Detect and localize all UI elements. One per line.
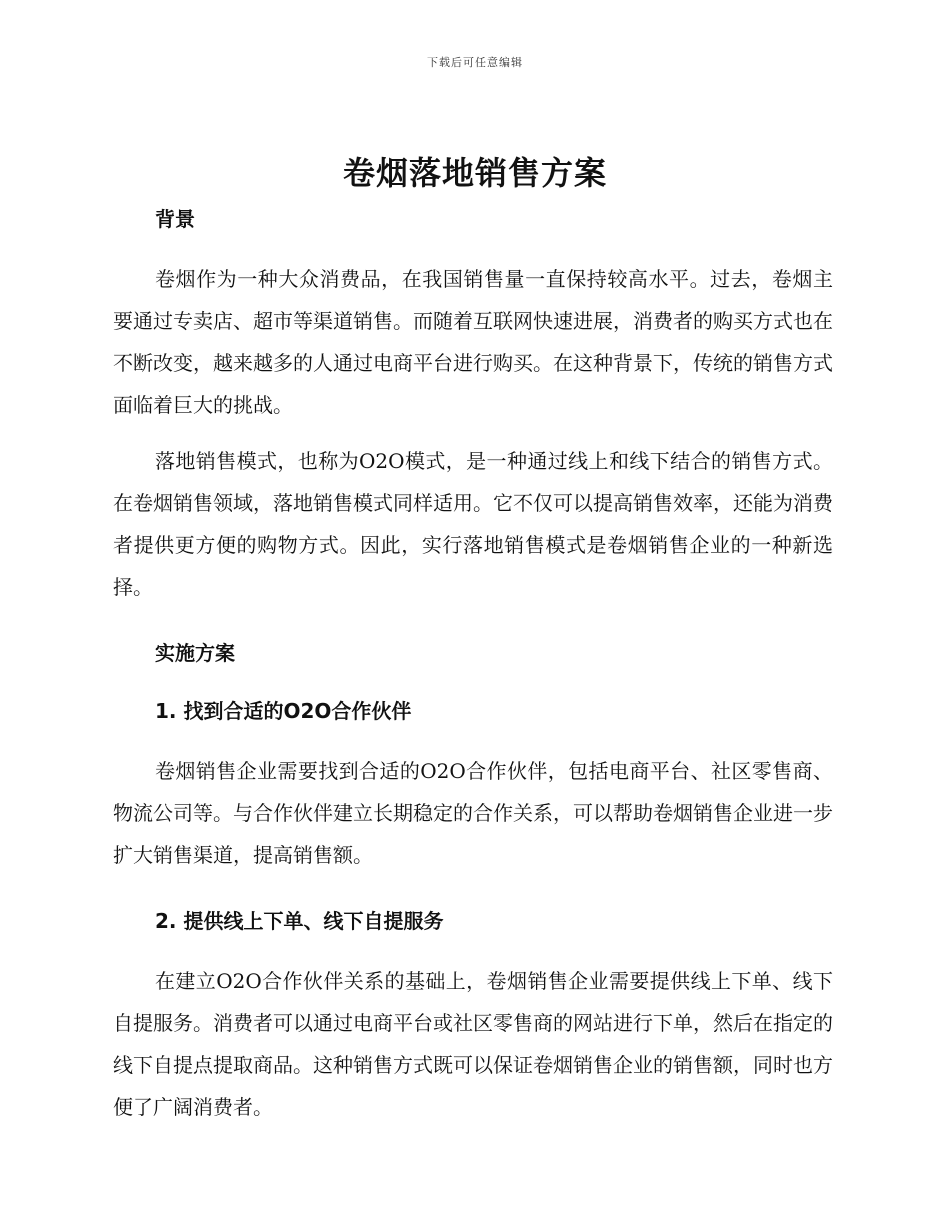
document-body <box>113 203 833 1128</box>
step-2-heading: 2. 提供线上下单、线下自提服务 <box>155 909 444 933</box>
section-heading-plan: 实施方案 <box>155 641 235 665</box>
paragraph-background-1: 卷烟作为一种大众消费品，在我国销售量一直保持较高水平。过去，卷烟主要通过专卖店、超市等渠道销售。而随着互联网快速进展，消费者的购买方式也在不断改变，越来越多的人通过电商平台进行购买。在这种背景下，传统的销售方式面临着巨大的挑战。 <box>113 267 833 417</box>
document-title: 卷烟落地销售方案 <box>342 154 607 192</box>
paragraph-background-2: 落地销售模式，也称为O2O模式，是一种通过线上和线下结合的销售方式。在卷烟销售领域，落地销售模式同样适用。它不仅可以提高销售效率，还能为消费者提供更方便的购物方式。因此，实行落地销售模式是卷烟销售企业的一种新选择。 <box>113 449 833 599</box>
paragraph-step-1: 卷烟销售企业需要找到合适的O2O合作伙伴，包括电商平台、社区零售商、物流公司等。与合作伙伴建立长期稳定的合作关系，可以帮助卷烟销售企业进一步扩大销售渠道，提高销售额。 <box>113 759 833 867</box>
paragraph-step-2: 在建立O2O合作伙伴关系的基础上，卷烟销售企业需要提供线上下单、线下自提服务。消费者可以通过电商平台或社区零售商的网站进行下单，然后在指定的线下自提点提取商品。这种销售方式既可以保证卷烟销售企业的销售额，同时也方便了广阔消费者。 <box>113 969 833 1119</box>
page-header-note: 下载后可任意编辑 <box>427 56 523 69</box>
step-1-heading: 1. 找到合适的O2O合作伙伴 <box>155 699 412 723</box>
section-heading-background: 背景 <box>155 207 195 231</box>
